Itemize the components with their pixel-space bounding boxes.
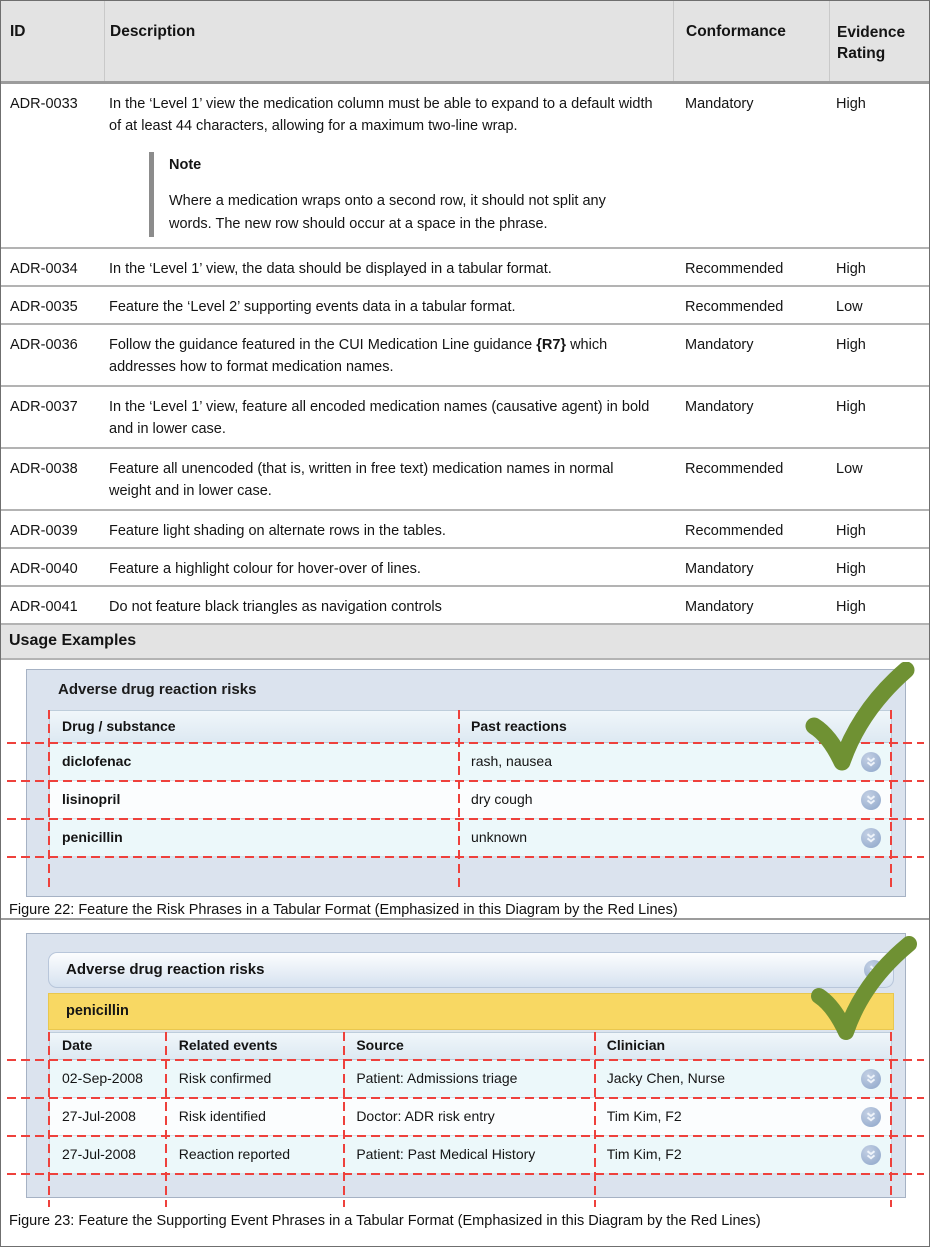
evidence-rating-value: High	[836, 523, 866, 539]
expand-chevron-icon[interactable]	[861, 1069, 881, 1089]
figure-caption: Figure 23: Feature the Supporting Event Phrases in a Tabular Format (Emphasized in this Diagram by the Red Lines)	[9, 1213, 761, 1229]
events-table-header	[49, 1032, 892, 1060]
column-header-description: Description	[104, 1, 673, 81]
risk-table-header	[49, 710, 892, 743]
note-text: Where a medication wraps onto a second row, it should not split any words. The new row should occur at a space in the phrase.	[169, 193, 606, 232]
requirement-description: Do not feature black triangles as navigation controls	[109, 599, 442, 615]
table-row	[1, 549, 929, 587]
event-date: 02-Sep-2008	[62, 1070, 143, 1086]
evidence-rating-value: High	[836, 96, 866, 112]
past-reactions: dry cough	[471, 791, 533, 807]
table-row	[1, 287, 929, 325]
event-source: Doctor: ADR risk entry	[356, 1108, 495, 1124]
conformance-value: Mandatory	[685, 337, 754, 353]
conformance-value: Mandatory	[685, 96, 754, 112]
expand-chevron-icon[interactable]	[861, 1107, 881, 1127]
drug-name: lisinopril	[62, 791, 121, 807]
expand-chevron-icon[interactable]	[861, 790, 881, 810]
requirement-description: Feature a highlight colour for hover-over of lines.	[109, 561, 421, 577]
conformance-value: Mandatory	[685, 599, 754, 615]
figure-23	[1, 920, 929, 1245]
related-event: Risk identified	[178, 1108, 266, 1124]
note-title: Note	[169, 156, 202, 173]
event-clinician: Tim Kim, F2	[606, 1146, 682, 1162]
collapse-chevron-icon[interactable]	[864, 960, 884, 980]
usage-examples-heading: Usage Examples	[1, 625, 929, 660]
requirement-id: ADR-0035	[10, 299, 78, 315]
table-row	[1, 325, 929, 387]
column-header-source: Source	[356, 1037, 404, 1053]
event-source: Patient: Admissions triage	[356, 1070, 518, 1086]
drug-name: diclofenac	[62, 753, 132, 769]
conformance-value: Recommended	[685, 461, 784, 477]
table-row	[1, 587, 929, 625]
reference-tag: {R7}	[536, 337, 567, 353]
column-header-date: Date	[62, 1037, 93, 1053]
risk-table	[49, 710, 892, 857]
event-row[interactable]	[49, 1136, 892, 1174]
column-header-clinician: Clinician	[606, 1037, 666, 1053]
past-reactions: unknown	[471, 829, 528, 845]
event-date: 27-Jul-2008	[62, 1108, 136, 1124]
table-row	[1, 249, 929, 287]
requirement-description: Feature light shading on alternate rows in the tables.	[109, 523, 446, 539]
requirement-description: In the ‘Level 1’ view, the data should be displayed in a tabular format.	[109, 261, 552, 277]
evidence-rating-value: Low	[836, 461, 863, 477]
conformance-value: Mandatory	[685, 561, 754, 577]
evidence-rating-value: High	[836, 561, 866, 577]
expand-chevron-icon[interactable]	[861, 828, 881, 848]
conformance-value: Recommended	[685, 299, 784, 315]
panel-title: Adverse drug reaction risks	[66, 961, 265, 978]
table-row	[1, 387, 929, 449]
past-reactions: rash, nausea	[471, 753, 552, 769]
table-row	[1, 84, 929, 249]
column-header-drug-substance: Drug / substance	[62, 718, 176, 734]
expand-chevron-icon[interactable]	[861, 752, 881, 772]
conformance-value: Mandatory	[685, 399, 754, 415]
requirements-table	[1, 1, 929, 625]
evidence-rating-value: High	[836, 599, 866, 615]
evidence-rating-value: High	[836, 261, 866, 277]
evidence-rating-value: High	[836, 399, 866, 415]
figure-22	[1, 660, 929, 920]
event-row[interactable]	[49, 1098, 892, 1136]
note-callout	[149, 152, 619, 237]
requirement-id: ADR-0040	[10, 561, 78, 577]
column-header-past-reactions: Past reactions	[471, 718, 567, 734]
event-clinician: Tim Kim, F2	[606, 1108, 682, 1124]
requirement-id: ADR-0038	[10, 461, 78, 477]
evidence-rating-value: High	[836, 337, 866, 353]
event-clinician: Jacky Chen, Nurse	[606, 1070, 725, 1086]
supporting-events-table	[49, 1032, 892, 1174]
column-header-evidence-rating: Evidence Rating	[829, 1, 929, 81]
expand-chevron-icon[interactable]	[861, 1145, 881, 1165]
table-row	[1, 449, 929, 511]
requirement-id: ADR-0037	[10, 399, 78, 415]
column-header-id: ID	[10, 23, 26, 40]
conformance-value: Recommended	[685, 523, 784, 539]
requirements-table-header	[1, 1, 929, 84]
related-event: Reaction reported	[178, 1146, 291, 1162]
requirement-id: ADR-0039	[10, 523, 78, 539]
conformance-value: Recommended	[685, 261, 784, 277]
drug-name: penicillin	[62, 829, 123, 845]
column-header-conformance: Conformance	[673, 1, 829, 81]
figure-caption: Figure 22: Feature the Risk Phrases in a Tabular Format (Emphasized in this Diagram by the Red Lines)	[9, 902, 678, 918]
panel-title: Adverse drug reaction risks	[58, 681, 257, 698]
requirement-id: ADR-0034	[10, 261, 78, 277]
requirement-id: ADR-0041	[10, 599, 78, 615]
risk-row[interactable]	[49, 781, 892, 819]
requirement-id: ADR-0036	[10, 337, 78, 353]
event-date: 27-Jul-2008	[62, 1146, 136, 1162]
column-header-related-events: Related events	[178, 1037, 278, 1053]
evidence-rating-value: Low	[836, 299, 863, 315]
adr-risks-title-bar[interactable]	[48, 952, 894, 988]
requirement-description: Feature the ‘Level 2’ supporting events data in a tabular format.	[109, 299, 516, 315]
event-source: Patient: Past Medical History	[356, 1146, 536, 1162]
selected-drug-banner: penicillin	[48, 993, 894, 1030]
risk-row[interactable]	[49, 819, 892, 857]
risk-row[interactable]	[49, 743, 892, 781]
table-row	[1, 511, 929, 549]
event-row[interactable]	[49, 1060, 892, 1098]
requirement-description: Feature all unencoded (that is, written in free text) medication names in normal weight and in lower case.	[109, 461, 614, 500]
requirement-id: ADR-0033	[10, 96, 78, 112]
requirement-description: In the ‘Level 1’ view the medication column must be able to expand to a default width of at least 44 characters, allowing for a maximum two-line wrap. Note Where a medication wraps onto a second row, it should not split any words. The new row should occur at a space in the phrase.	[104, 84, 673, 247]
requirement-description: In the ‘Level 1’ view, feature all encoded medication names (causative agent) in bold and in lower case.	[109, 399, 650, 438]
related-event: Risk confirmed	[178, 1070, 272, 1086]
requirement-description: Follow the guidance featured in the CUI Medication Line guidance {R7} which addresses how to format medication names.	[109, 337, 608, 376]
